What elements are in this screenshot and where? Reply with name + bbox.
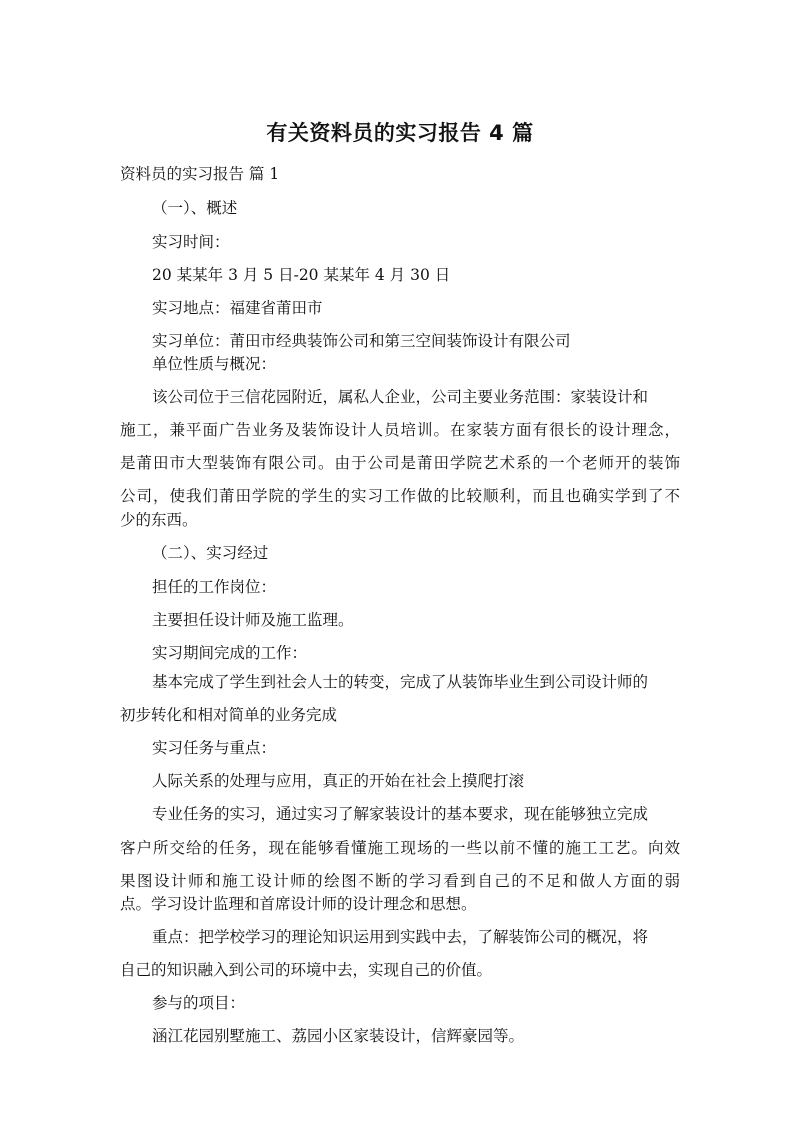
paragraph-line: 人际关系的处理与应用，真正的开始在社会上摸爬打滚 xyxy=(152,772,525,790)
section-heading: 资料员的实习报告 篇 1 xyxy=(120,165,280,183)
paragraph-line: 施工，兼平面广告业务及装饰设计人员培训。在家装方面有很长的设计理念， xyxy=(120,421,680,439)
paragraph-line: 公司，使我们莆田学院的学生的实习工作做的比较顺利，而且也确实学到了不 xyxy=(120,487,680,505)
paragraph-line: 实习期间完成的工作： xyxy=(152,644,308,662)
paragraph-line: 涵江花园别墅施工、荔园小区家装设计，信辉豪园等。 xyxy=(152,1027,525,1045)
paragraph-line: 主要担任设计师及施工监理。 xyxy=(152,611,354,629)
paragraph-line: 实习时间： xyxy=(152,233,230,251)
paragraph-line: 客户所交给的任务，现在能够看懂施工现场的一些以前不懂的施工工艺。向效 xyxy=(120,839,680,857)
paragraph-line: 参与的项目： xyxy=(152,994,246,1012)
paragraph-line: 果图设计师和施工设计师的绘图不断的学习看到自己的不足和做人方面的弱 xyxy=(120,872,680,890)
paragraph-line: 自己的知识融入到公司的环境中去，实现自己的价值。 xyxy=(120,961,493,979)
paragraph-line: 单位性质与概况： xyxy=(152,355,277,373)
document-title: 有关资料员的实习报告 4 篇 xyxy=(266,121,534,145)
paragraph-line: 实习单位：莆田市经典装饰公司和第三空间装饰设计有限公司 xyxy=(152,332,571,350)
paragraph-line: （一）、概述 xyxy=(152,199,238,217)
paragraph-line: 20 某某年 3 月 5 日-20 某某年 4 月 30 日 xyxy=(152,266,451,284)
paragraph-line: 是莆田市大型装饰有限公司。由于公司是莆田学院艺术系的一个老师开的装饰 xyxy=(120,454,680,472)
paragraph-line: （二）、实习经过 xyxy=(152,544,269,562)
paragraph-line: 少的东西。 xyxy=(120,511,198,529)
paragraph-line: 点。学习设计监理和首席设计师的设计理念和思想。 xyxy=(120,895,477,913)
paragraph-line: 基本完成了学生到社会人士的转变，完成了从装饰毕业生到公司设计师的 xyxy=(152,673,649,691)
paragraph-line: 重点：把学校学习的理论知识运用到实践中去，了解装饰公司的概况，将 xyxy=(152,928,649,946)
paragraph-line: 实习地点：福建省莆田市 xyxy=(152,299,323,317)
paragraph-line: 该公司位于三信花园附近，属私人企业，公司主要业务范围：家装设计和 xyxy=(152,388,649,406)
paragraph-line: 专业任务的实习，通过实习了解家装设计的基本要求，现在能够独立完成 xyxy=(152,805,649,823)
paragraph-line: 实习任务与重点： xyxy=(152,739,277,757)
paragraph-line: 担任的工作岗位： xyxy=(152,578,277,596)
paragraph-line: 初步转化和相对简单的业务完成 xyxy=(120,706,338,724)
